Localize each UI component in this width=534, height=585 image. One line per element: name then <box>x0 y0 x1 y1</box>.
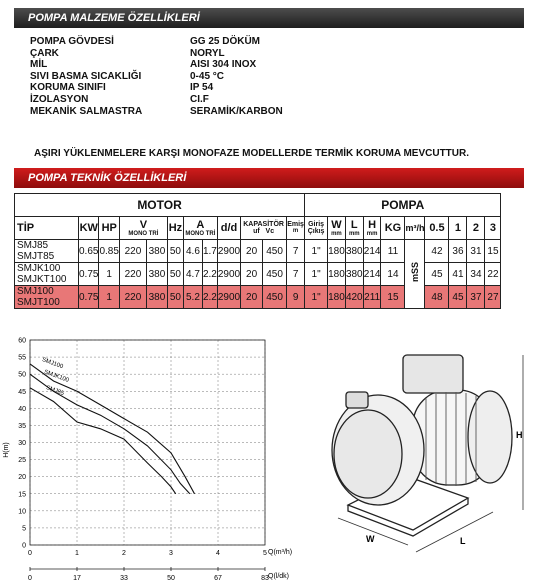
material-value: GG 25 DÖKÜM <box>190 36 261 47</box>
hp-cell: 1 <box>99 286 119 309</box>
tip-mono: SMJ85 <box>17 240 49 251</box>
col-q4: 3 <box>485 217 501 240</box>
col-a <box>183 217 217 240</box>
q2-cell: 41 <box>449 263 467 286</box>
hp-cell: 1 <box>99 263 119 286</box>
y-axis-label: H(m) <box>3 442 10 458</box>
y-tick-label: 55 <box>18 354 26 362</box>
col-h-unit: mm <box>366 230 378 237</box>
materials-row <box>30 82 283 94</box>
y-tick-label: 50 <box>18 371 26 379</box>
pump-volute-front <box>334 410 402 498</box>
a-tri-cell: 2.2 <box>202 286 217 309</box>
material-value: 0-45 °C <box>190 70 225 82</box>
q4-cell: 15 <box>485 240 501 263</box>
x-tick-label: 4 <box>216 550 220 557</box>
tip-tri: SMJKT100 <box>17 274 67 285</box>
w-cell: 180 <box>328 286 346 309</box>
y-tick-label: 60 <box>18 337 26 345</box>
a-tri-cell: 1.7 <box>202 240 217 263</box>
x2-tick-label: 50 <box>167 575 175 582</box>
material-label: MİL <box>30 59 48 71</box>
v-mono-cell: 220 <box>119 286 146 309</box>
v-tri-cell: 380 <box>146 240 167 263</box>
dd-cell: 2900 <box>217 240 240 263</box>
col-emis-unit: m <box>292 228 299 234</box>
technical-table <box>14 193 501 309</box>
v-tri-cell: 380 <box>146 286 167 309</box>
hz-cell: 50 <box>167 286 183 309</box>
l-cell: 380 <box>345 263 363 286</box>
dimension-w: W <box>366 534 375 544</box>
material-label: MEKANİK SALMASTRA <box>30 105 143 117</box>
dd-cell: 2900 <box>217 286 240 309</box>
x2-tick-label: 67 <box>214 575 222 582</box>
col-h-label: H <box>368 218 377 231</box>
material-label: ÇARK <box>30 47 59 59</box>
v-tri-cell: 380 <box>146 263 167 286</box>
l-cell: 380 <box>345 240 363 263</box>
h-cell: 214 <box>363 240 381 263</box>
materials-row <box>30 36 283 48</box>
hz-cell: 50 <box>167 240 183 263</box>
emis-cell: 7 <box>287 263 305 286</box>
w-cell: 180 <box>328 263 346 286</box>
a-tri-cell: 2.2 <box>202 263 217 286</box>
kw-cell: 0.65 <box>79 240 99 263</box>
y-tick-label: 35 <box>18 422 26 430</box>
w-cell: 180 <box>328 240 346 263</box>
series-label-smj100: SMJ100 <box>41 357 64 371</box>
col-kw: KW <box>79 217 99 240</box>
x-tick-label: 1 <box>75 550 79 557</box>
col-q3: 2 <box>467 217 485 240</box>
materials-row <box>30 106 283 118</box>
col-hp: HP <box>99 217 119 240</box>
dimension-h: H <box>516 430 523 440</box>
hz-cell: 50 <box>167 263 183 286</box>
technical-title: POMPA TEKNİK ÖZELLİKLERİ <box>14 168 524 188</box>
col-w-label: W <box>331 218 342 231</box>
series-line-smj100 <box>30 364 195 494</box>
x2-tick-label: 83 <box>261 575 269 582</box>
x2-tick-label: 17 <box>73 575 81 582</box>
x-tick-label: 0 <box>28 550 32 557</box>
col-h <box>363 217 381 240</box>
col-v-tri: TRİ <box>148 230 159 237</box>
col-q1: 0.5 <box>425 217 449 240</box>
v-mono-cell: 220 <box>119 263 146 286</box>
col-w-unit: mm <box>331 230 342 237</box>
emis-cell: 9 <box>287 286 305 309</box>
tip-cell <box>15 240 79 263</box>
col-inlet <box>305 217 328 240</box>
chart-grid <box>30 340 265 545</box>
vc-cell: 450 <box>263 263 287 286</box>
tip-tri: SMJT100 <box>17 297 60 308</box>
vc-cell: 450 <box>263 240 287 263</box>
col-v-label: V <box>139 218 148 231</box>
col-capacitor-uf: uf <box>253 228 260 235</box>
tip-tri: SMJT85 <box>17 251 55 262</box>
material-label: SIVI BASMA SICAKLIĞI <box>30 70 142 82</box>
a-mono-cell: 4.6 <box>183 240 202 263</box>
y-tick-label: 10 <box>18 508 26 516</box>
col-hz: Hz <box>167 217 183 240</box>
col-v-mono: MONO <box>128 230 148 237</box>
mss-cell <box>405 240 425 309</box>
materials-row <box>30 71 283 83</box>
table-row <box>15 240 501 263</box>
q2-cell: 45 <box>449 286 467 309</box>
x-tick-label: 2 <box>122 550 126 557</box>
dd-cell: 2900 <box>217 263 240 286</box>
col-v <box>119 217 167 240</box>
uf-cell: 20 <box>241 263 263 286</box>
uf-cell: 20 <box>241 240 263 263</box>
pump-drawing <box>318 330 534 585</box>
material-value: CI.F <box>190 93 209 105</box>
tip-mono: SMJ100 <box>17 286 54 297</box>
materials-list <box>30 36 283 117</box>
col-l-unit: mm <box>348 230 360 237</box>
col-a-mono: MONO <box>185 230 205 237</box>
y-tick-label: 25 <box>18 457 26 465</box>
col-q2: 1 <box>449 217 467 240</box>
q3-cell: 37 <box>467 286 485 309</box>
kw-cell: 0.75 <box>79 263 99 286</box>
performance-chart <box>0 330 300 585</box>
col-emis-label: Emiş <box>287 221 304 228</box>
kg-cell: 11 <box>381 240 405 263</box>
material-label: POMPA GÖVDESİ <box>30 36 114 47</box>
kg-cell: 15 <box>381 286 405 309</box>
x2-axis-ticks <box>28 567 269 582</box>
q4-cell: 22 <box>485 263 501 286</box>
col-dd: d/d <box>217 217 240 240</box>
col-capacitor <box>241 217 287 240</box>
x-axis-label: Q(m³/h) <box>268 549 293 556</box>
h-cell: 214 <box>363 263 381 286</box>
table-row <box>15 263 501 286</box>
q1-cell: 45 <box>425 263 449 286</box>
x-tick-label: 3 <box>169 550 173 557</box>
y-tick-label: 0 <box>22 542 26 550</box>
col-l-label: L <box>350 218 358 231</box>
inlet-cell: 1" <box>305 240 328 263</box>
materials-row <box>30 94 283 106</box>
col-emis <box>287 217 305 240</box>
series-label-smj85: SMJ85 <box>45 385 65 398</box>
col-a-tri: TRİ <box>205 230 216 237</box>
y-tick-label: 30 <box>18 440 26 447</box>
kg-cell: 14 <box>381 263 405 286</box>
x-tick-label: 5 <box>263 550 267 557</box>
material-label: İZOLASYON <box>30 93 89 105</box>
thermal-protection-note: AŞIRI YÜKLENMELERE KARŞI MONOFAZE MODELLERDE TERMİK KORUMA MEVCUTTUR. <box>34 148 470 159</box>
col-capacitor-vc: Vc <box>265 228 275 235</box>
inlet-cell: 1" <box>305 286 328 309</box>
col-kg: KG <box>381 217 405 240</box>
motor-fan-cover <box>468 391 512 483</box>
q3-cell: 34 <box>467 263 485 286</box>
outlet-port <box>346 392 368 408</box>
y-tick-label: 20 <box>18 474 26 482</box>
materials-row <box>30 48 283 60</box>
q1-cell: 48 <box>425 286 449 309</box>
inlet-cell: 1" <box>305 263 328 286</box>
v-mono-cell: 220 <box>119 240 146 263</box>
mss-label: mSS <box>409 262 420 283</box>
vc-cell: 450 <box>263 286 287 309</box>
a-mono-cell: 4.7 <box>183 263 202 286</box>
x-axis-ticks <box>28 550 267 557</box>
emis-cell: 7 <box>287 240 305 263</box>
hp-cell: 0.85 <box>99 240 119 263</box>
tip-cell <box>15 286 79 309</box>
uf-cell: 20 <box>241 286 263 309</box>
a-mono-cell: 5.2 <box>183 286 202 309</box>
y-axis-ticks <box>18 338 26 550</box>
materials-row <box>30 59 283 71</box>
q1-cell: 42 <box>425 240 449 263</box>
series-label-smjk100: SMJK100 <box>43 369 70 384</box>
x2-axis-label: Q(l/dk) <box>268 573 289 580</box>
y-tick-label: 15 <box>18 491 26 499</box>
terminal-box <box>403 355 463 393</box>
materials-title: POMPA MALZEME ÖZELLİKLERİ <box>14 8 524 28</box>
tip-cell <box>15 263 79 286</box>
col-l <box>345 217 363 240</box>
table-row-highlighted <box>15 286 501 309</box>
x2-tick-label: 33 <box>120 575 128 582</box>
kw-cell: 0.75 <box>79 286 99 309</box>
q3-cell: 31 <box>467 240 485 263</box>
series-line-smj85 <box>30 388 176 494</box>
pump-group-header: POMPA <box>305 194 501 217</box>
col-capacitor-label: KAPASİTÖR <box>243 221 284 228</box>
motor-group-header: MOTOR <box>15 194 305 217</box>
y-tick-label: 45 <box>18 388 26 396</box>
h-cell: 211 <box>363 286 381 309</box>
material-value: NORYL <box>190 47 225 59</box>
y-tick-label: 5 <box>22 525 26 533</box>
col-m3h: m³/h <box>405 217 425 240</box>
col-tip: TİP <box>15 217 79 240</box>
y-tick-label: 40 <box>18 405 26 413</box>
material-value: AISI 304 INOX <box>190 59 257 71</box>
q2-cell: 36 <box>449 240 467 263</box>
q4-cell: 27 <box>485 286 501 309</box>
dimension-l: L <box>460 536 466 546</box>
col-a-label: A <box>196 218 205 231</box>
l-cell: 420 <box>345 286 363 309</box>
col-w <box>328 217 346 240</box>
col-outlet-label: Çıkış <box>307 228 325 235</box>
material-value: IP 54 <box>190 82 214 94</box>
col-inlet-label: Giriş <box>308 221 325 228</box>
x2-tick-label: 0 <box>28 575 32 582</box>
material-label: KORUMA SINIFI <box>30 82 106 94</box>
material-value: SERAMİK/KARBON <box>190 105 283 117</box>
tip-mono: SMJK100 <box>17 263 61 274</box>
